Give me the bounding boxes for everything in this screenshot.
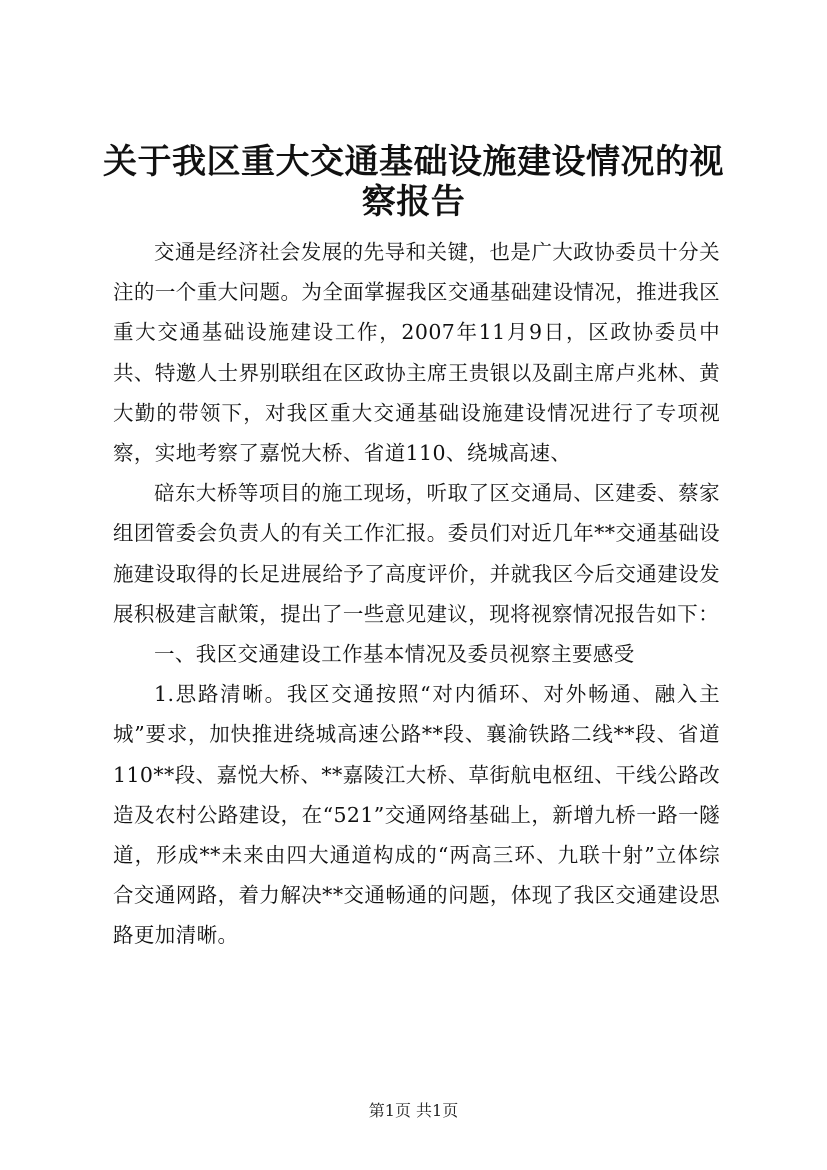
document-title: 关于我区重大交通基础设施建设情况的视察报告 <box>103 142 724 222</box>
page-number-footer: 第1页 共1页 <box>368 1101 459 1120</box>
paragraph-inspection: 碚东大桥等项目的施工现场，听取了区交通局、区建委、蔡家组团管委会负责人的有关工作汇报。委员们对近几年**交通基础设施建设取得的长足进展给予了高度评价，并就我区今后交通建设发展积极建言献策，提出了一些意见建议，现将视察情况报告如下： <box>113 481 720 626</box>
document-body <box>113 232 720 956</box>
section-heading: 一、我区交通建设工作基本情况及委员视察主要感受 <box>154 642 635 667</box>
paragraph-intro: 交通是经济社会发展的先导和关键，也是广大政协委员十分关注的一个重大问题。为全面掌握我区交通基础建设情况，推进我区重大交通基础设施建设工作，2007年11月9日，区政协委员中共、特邀人士界别联组在区政协主席王贵银以及副主席卢兆林、黄大勤的带领下，对我区重大交通基础设施建设情况进行了专项视察，实地考察了嘉悦大桥、省道110、绕城高速、 <box>113 240 720 466</box>
paragraph-clear-thinking: 1.思路清晰。我区交通按照“对内循环、对外畅通、融入主城”要求，加快推进绕城高速公路**段、襄渝铁路二线**段、省道110**段、嘉悦大桥、**嘉陵江大桥、草街航电枢纽、干线公路改造及农村公路建设，在“521”交通网络基础上，新增九桥一路一隧道，形成**未来由四大通道构成的“两高三环、九联十射”立体综合交通网路，着力解决**交通畅通的问题，体现了我区交通建设思路更加清晰。 <box>113 682 720 948</box>
